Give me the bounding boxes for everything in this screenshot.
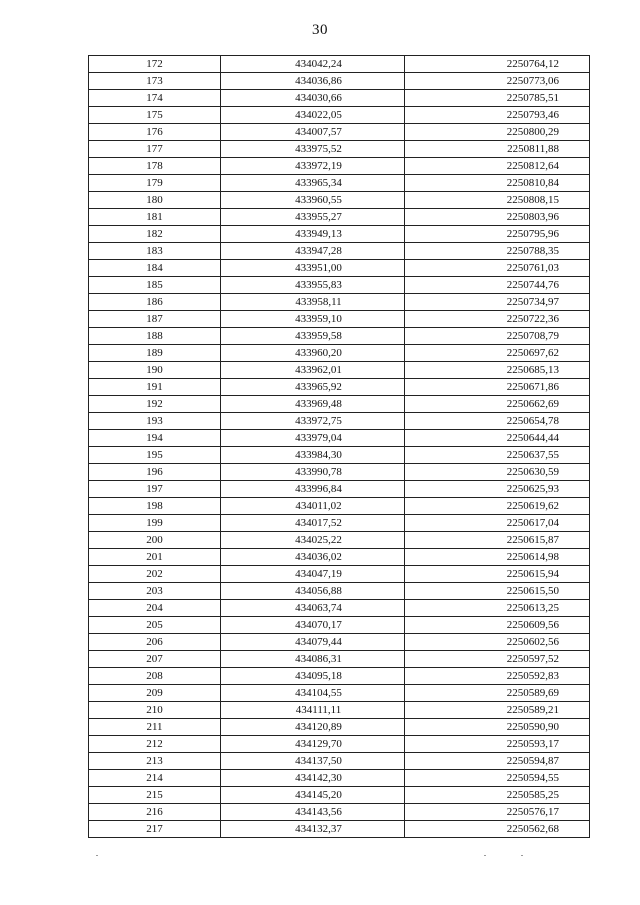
table-row [89,413,590,430]
table-row [89,532,590,549]
point-number-cell: 199 [89,515,221,532]
point-number-cell: 195 [89,447,221,464]
x-coordinate-cell: 433959,58 [221,328,405,345]
point-number-cell: 174 [89,90,221,107]
y-coordinate-cell: 2250795,96 [405,226,590,243]
point-number-cell: 193 [89,413,221,430]
point-number-cell: 198 [89,498,221,515]
point-number-cell: 216 [89,804,221,821]
table-row [89,753,590,770]
point-number-cell: 184 [89,260,221,277]
x-coordinate-cell: 434042,24 [221,56,405,73]
y-coordinate-cell: 2250671,86 [405,379,590,396]
point-number-cell: 210 [89,702,221,719]
y-coordinate-cell: 2250602,56 [405,634,590,651]
table-row [89,56,590,73]
y-coordinate-cell: 2250576,17 [405,804,590,821]
table-row [89,192,590,209]
table-row [89,379,590,396]
table-row [89,362,590,379]
table-row [89,770,590,787]
x-coordinate-cell: 433972,75 [221,413,405,430]
scan-speck [521,855,523,856]
x-coordinate-cell: 433965,34 [221,175,405,192]
point-number-cell: 173 [89,73,221,90]
point-number-cell: 186 [89,294,221,311]
x-coordinate-cell: 433949,13 [221,226,405,243]
point-number-cell: 190 [89,362,221,379]
table-row [89,158,590,175]
x-coordinate-cell: 433965,92 [221,379,405,396]
point-number-cell: 177 [89,141,221,158]
page-number: 30 [312,22,328,38]
scan-speck [96,855,98,856]
y-coordinate-cell: 2250625,93 [405,481,590,498]
x-coordinate-cell: 434036,86 [221,73,405,90]
x-coordinate-cell: 434104,55 [221,685,405,702]
x-coordinate-cell: 434070,17 [221,617,405,634]
x-coordinate-cell: 433979,04 [221,430,405,447]
table-row [89,430,590,447]
x-coordinate-cell: 433990,78 [221,464,405,481]
coordinates-table [88,55,590,838]
point-number-cell: 191 [89,379,221,396]
table-row [89,634,590,651]
point-number-cell: 176 [89,124,221,141]
table-row [89,566,590,583]
x-coordinate-cell: 433969,48 [221,396,405,413]
x-coordinate-cell: 434142,30 [221,770,405,787]
y-coordinate-cell: 2250722,36 [405,311,590,328]
table-row [89,787,590,804]
table-row [89,294,590,311]
table-row [89,226,590,243]
table-row [89,498,590,515]
y-coordinate-cell: 2250615,94 [405,566,590,583]
point-number-cell: 206 [89,634,221,651]
y-coordinate-cell: 2250609,56 [405,617,590,634]
y-coordinate-cell: 2250630,59 [405,464,590,481]
point-number-cell: 175 [89,107,221,124]
x-coordinate-cell: 434111,11 [221,702,405,719]
x-coordinate-cell: 433958,11 [221,294,405,311]
y-coordinate-cell: 2250594,87 [405,753,590,770]
point-number-cell: 213 [89,753,221,770]
x-coordinate-cell: 434145,20 [221,787,405,804]
x-coordinate-cell: 434036,02 [221,549,405,566]
x-coordinate-cell: 434095,18 [221,668,405,685]
table-row [89,73,590,90]
x-coordinate-cell: 434022,05 [221,107,405,124]
x-coordinate-cell: 434137,50 [221,753,405,770]
y-coordinate-cell: 2250788,35 [405,243,590,260]
point-number-cell: 204 [89,600,221,617]
y-coordinate-cell: 2250654,78 [405,413,590,430]
point-number-cell: 200 [89,532,221,549]
x-coordinate-cell: 433972,19 [221,158,405,175]
table-row [89,175,590,192]
point-number-cell: 209 [89,685,221,702]
y-coordinate-cell: 2250619,62 [405,498,590,515]
coordinates-table-body [89,56,590,838]
y-coordinate-cell: 2250800,29 [405,124,590,141]
point-number-cell: 197 [89,481,221,498]
table-row [89,600,590,617]
table-row [89,685,590,702]
table-row [89,277,590,294]
point-number-cell: 187 [89,311,221,328]
x-coordinate-cell: 434017,52 [221,515,405,532]
x-coordinate-cell: 434025,22 [221,532,405,549]
x-coordinate-cell: 433955,27 [221,209,405,226]
x-coordinate-cell: 434063,74 [221,600,405,617]
table-row [89,702,590,719]
y-coordinate-cell: 2250615,50 [405,583,590,600]
point-number-cell: 178 [89,158,221,175]
table-row [89,668,590,685]
y-coordinate-cell: 2250637,55 [405,447,590,464]
table-row [89,124,590,141]
point-number-cell: 211 [89,719,221,736]
y-coordinate-cell: 2250803,96 [405,209,590,226]
table-row [89,328,590,345]
point-number-cell: 205 [89,617,221,634]
y-coordinate-cell: 2250812,64 [405,158,590,175]
point-number-cell: 212 [89,736,221,753]
y-coordinate-cell: 2250590,90 [405,719,590,736]
point-number-cell: 196 [89,464,221,481]
point-number-cell: 208 [89,668,221,685]
x-coordinate-cell: 434030,66 [221,90,405,107]
y-coordinate-cell: 2250589,69 [405,685,590,702]
scan-speck [484,855,486,856]
table-row [89,617,590,634]
point-number-cell: 201 [89,549,221,566]
y-coordinate-cell: 2250744,76 [405,277,590,294]
y-coordinate-cell: 2250734,97 [405,294,590,311]
x-coordinate-cell: 433959,10 [221,311,405,328]
x-coordinate-cell: 433996,84 [221,481,405,498]
y-coordinate-cell: 2250615,87 [405,532,590,549]
table-row [89,311,590,328]
y-coordinate-cell: 2250808,15 [405,192,590,209]
table-row [89,481,590,498]
x-coordinate-cell: 433975,52 [221,141,405,158]
y-coordinate-cell: 2250594,55 [405,770,590,787]
x-coordinate-cell: 434086,31 [221,651,405,668]
point-number-cell: 207 [89,651,221,668]
y-coordinate-cell: 2250644,44 [405,430,590,447]
x-coordinate-cell: 434132,37 [221,821,405,838]
y-coordinate-cell: 2250811,88 [405,141,590,158]
point-number-cell: 214 [89,770,221,787]
point-number-cell: 217 [89,821,221,838]
table-row [89,243,590,260]
point-number-cell: 180 [89,192,221,209]
table-row [89,804,590,821]
y-coordinate-cell: 2250617,04 [405,515,590,532]
table-row [89,821,590,838]
x-coordinate-cell: 433960,20 [221,345,405,362]
x-coordinate-cell: 433962,01 [221,362,405,379]
point-number-cell: 182 [89,226,221,243]
x-coordinate-cell: 433951,00 [221,260,405,277]
table-row [89,719,590,736]
table-row [89,736,590,753]
table-row [89,651,590,668]
table-row [89,107,590,124]
x-coordinate-cell: 434143,56 [221,804,405,821]
x-coordinate-cell: 434056,88 [221,583,405,600]
x-coordinate-cell: 433947,28 [221,243,405,260]
y-coordinate-cell: 2250685,13 [405,362,590,379]
table-row [89,515,590,532]
y-coordinate-cell: 2250785,51 [405,90,590,107]
table-row [89,396,590,413]
y-coordinate-cell: 2250592,83 [405,668,590,685]
point-number-cell: 194 [89,430,221,447]
x-coordinate-cell: 433955,83 [221,277,405,294]
x-coordinate-cell: 434011,02 [221,498,405,515]
x-coordinate-cell: 434047,19 [221,566,405,583]
y-coordinate-cell: 2250793,46 [405,107,590,124]
x-coordinate-cell: 434079,44 [221,634,405,651]
x-coordinate-cell: 433984,30 [221,447,405,464]
point-number-cell: 172 [89,56,221,73]
y-coordinate-cell: 2250597,52 [405,651,590,668]
y-coordinate-cell: 2250589,21 [405,702,590,719]
y-coordinate-cell: 2250613,25 [405,600,590,617]
point-number-cell: 192 [89,396,221,413]
y-coordinate-cell: 2250764,12 [405,56,590,73]
y-coordinate-cell: 2250593,17 [405,736,590,753]
y-coordinate-cell: 2250810,84 [405,175,590,192]
y-coordinate-cell: 2250697,62 [405,345,590,362]
y-coordinate-cell: 2250562,68 [405,821,590,838]
table-row [89,345,590,362]
y-coordinate-cell: 2250585,25 [405,787,590,804]
point-number-cell: 215 [89,787,221,804]
y-coordinate-cell: 2250708,79 [405,328,590,345]
table-row [89,464,590,481]
table-row [89,90,590,107]
y-coordinate-cell: 2250773,06 [405,73,590,90]
y-coordinate-cell: 2250662,69 [405,396,590,413]
point-number-cell: 202 [89,566,221,583]
x-coordinate-cell: 434120,89 [221,719,405,736]
table-row [89,260,590,277]
x-coordinate-cell: 433960,55 [221,192,405,209]
x-coordinate-cell: 434007,57 [221,124,405,141]
y-coordinate-cell: 2250614,98 [405,549,590,566]
table-row [89,447,590,464]
table-row [89,549,590,566]
point-number-cell: 203 [89,583,221,600]
table-row [89,209,590,226]
point-number-cell: 189 [89,345,221,362]
table-row [89,141,590,158]
table-row [89,583,590,600]
point-number-cell: 185 [89,277,221,294]
point-number-cell: 179 [89,175,221,192]
point-number-cell: 181 [89,209,221,226]
point-number-cell: 183 [89,243,221,260]
y-coordinate-cell: 2250761,03 [405,260,590,277]
x-coordinate-cell: 434129,70 [221,736,405,753]
point-number-cell: 188 [89,328,221,345]
